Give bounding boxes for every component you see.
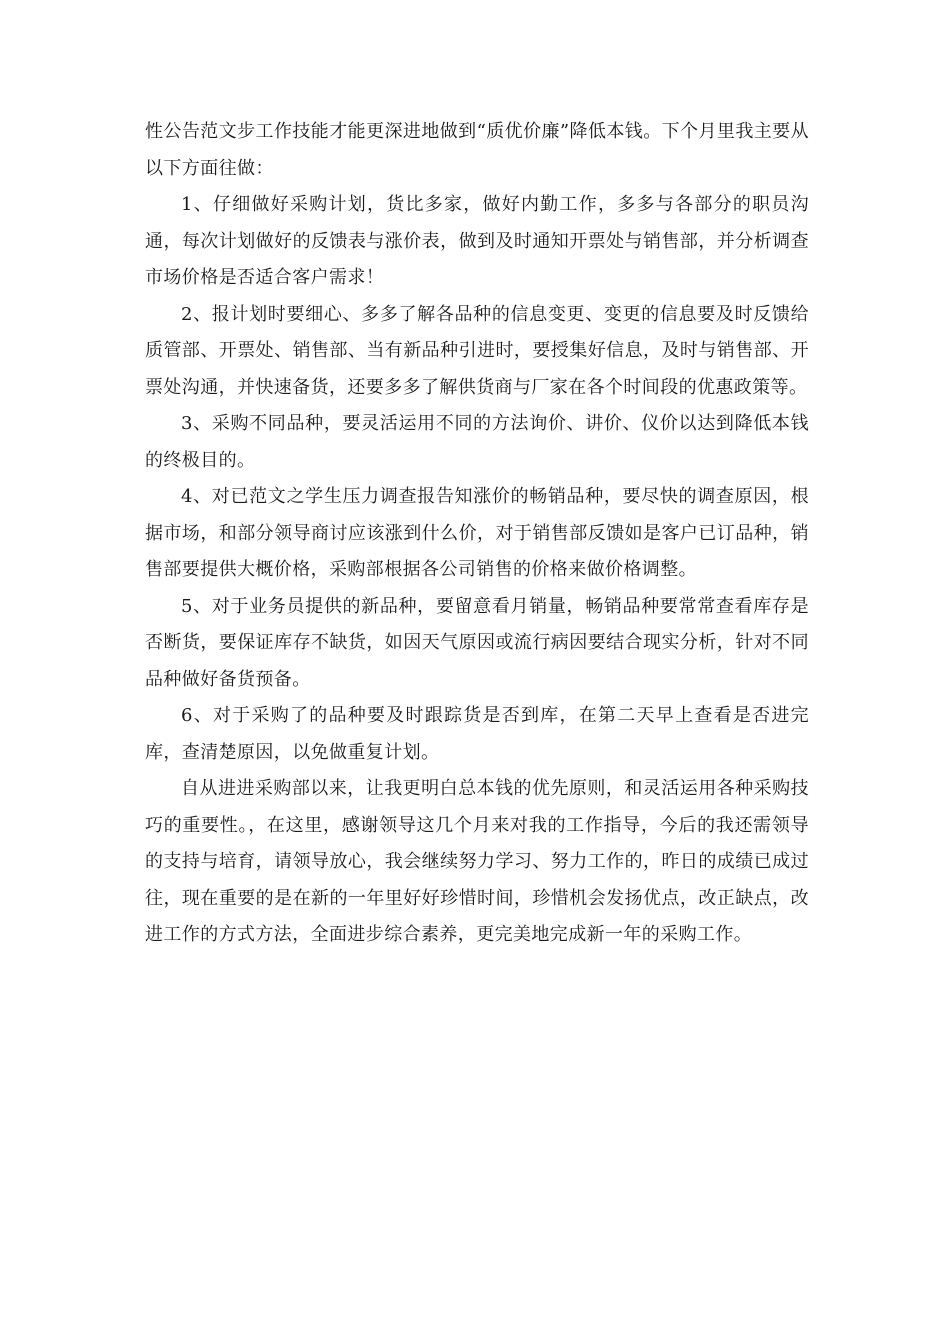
document-body xyxy=(145,114,809,954)
paragraph-item-6: 6、对于采购了的品种要及时跟踪货是否到库，在第二天早上查看是否进完库，查清楚原因，以免做重复计划。 xyxy=(145,705,809,763)
paragraph-continuation: 性公告范文步工作技能才能更深进地做到“质优价廉”降低本钱。下个月里我主要从以下方面往做： xyxy=(145,121,809,179)
paragraph-item-5: 5、对于业务员提供的新品种，要留意看月销量，畅销品种要常常查看库存是否断货，要保证库存不缺货，如因天气原因或流行病因要结合现实分析，针对不同品种做好备货预备。 xyxy=(145,595,809,690)
paragraph-conclusion: 自从进进采购部以来，让我更明白总本钱的优先原则，和灵活运用各种采购技巧的重要性。，在这里，感谢领导这几个月来对我的工作指导，今后的我还需领导的支持与培育，请领导放心，我会继续努力学习、努力工作的，昨日的成绩已成过往，现在重要的是在新的一年里好好珍惜时间，珍惜机会发扬优点，改正缺点，改进工作的方式方法，全面进步综合素养，更完美地完成新一年的采购工作。 xyxy=(145,778,809,945)
paragraph-item-3: 3、采购不同品种，要灵活运用不同的方法询价、讲价、仪价以达到降低本钱的终极目的。 xyxy=(145,413,809,471)
paragraph-item-4: 4、对已范文之学生压力调查报告知涨价的畅销品种，要尽快的调查原因，根据市场，和部分领导商讨应该涨到什么价，对于销售部反馈如是客户已订品种，销售部要提供大概价格，采购部根据各公司销售的价格来做价格调整。 xyxy=(145,486,809,580)
paragraph-item-1: 1、仔细做好采购计划，货比多家，做好内勤工作，多多与各部分的职员沟通，每次计划做好的反馈表与涨价表，做到及时通知开票处与销售部，并分析调查市场价格是否适合客户需求！ xyxy=(145,194,809,288)
paragraph-item-2: 2、报计划时要细心、多多了解各品种的信息变更、变更的信息要及时反馈给质管部、开票处、销售部、当有新品种引进时，要授集好信息，及时与销售部、开票处沟通，并快速备货，还要多多了解供货商与厂家在各个时间段的优惠政策等。 xyxy=(145,303,809,398)
